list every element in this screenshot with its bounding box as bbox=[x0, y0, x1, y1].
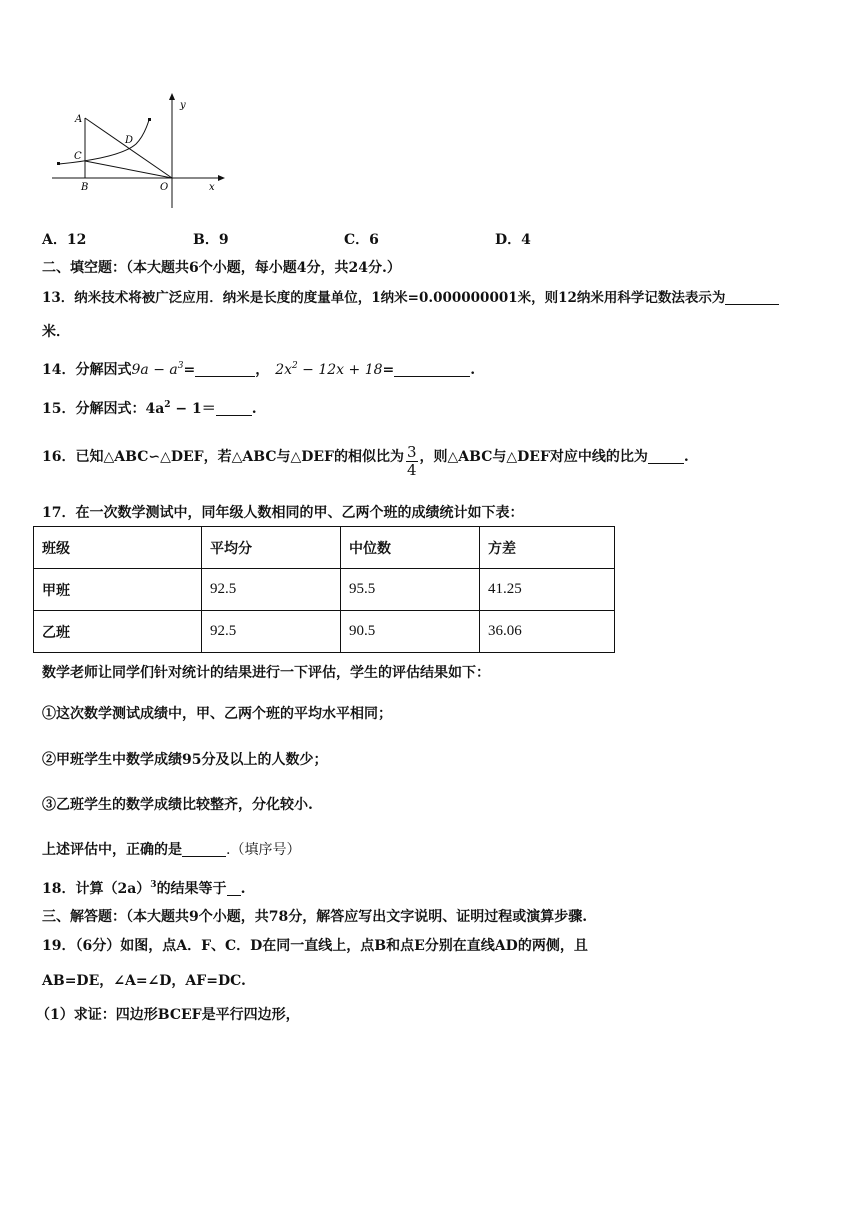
table-cell: 36.06 bbox=[480, 611, 615, 653]
q13-blank bbox=[725, 290, 779, 305]
table-cell: 甲班 bbox=[34, 569, 202, 611]
curve-end-left bbox=[57, 162, 60, 165]
q16-numerator: 3 bbox=[406, 443, 417, 461]
question-15 bbox=[42, 398, 257, 418]
table-cell: 92.5 bbox=[202, 611, 341, 653]
q14-expr1: 9a − a bbox=[131, 362, 178, 378]
table-header-row bbox=[34, 527, 615, 569]
q15-prefix: 15．分解因式：4a bbox=[42, 401, 165, 417]
table-row bbox=[34, 569, 615, 611]
table-cell: 41.25 bbox=[480, 569, 615, 611]
q17-question-end: .（填序号） bbox=[226, 842, 301, 858]
label-c: C bbox=[74, 151, 82, 162]
q17-item-1: ①这次数学测试成绩中，甲、乙两个班的平均水平相同； bbox=[42, 706, 392, 722]
question-18 bbox=[42, 878, 245, 898]
curve bbox=[59, 120, 149, 164]
q18-exp: 3 bbox=[150, 880, 157, 890]
q17-question bbox=[42, 839, 300, 859]
label-a: A bbox=[75, 114, 83, 125]
q13-text: 13．纳米技术将被广泛应用．纳米是长度的度量单位，1纳米=0.000000001米，则12纳米用科学记数法表示为 bbox=[42, 290, 726, 306]
q16-end: . bbox=[683, 449, 689, 465]
q17-item-2: ②甲班学生中数学成绩95分及以上的人数少； bbox=[42, 752, 328, 768]
q18-blank bbox=[227, 881, 241, 896]
q18-end: . bbox=[240, 881, 246, 897]
label-o: O bbox=[160, 182, 169, 193]
section2-heading: 二、填空题：（本大题共6个小题，每小题4分，共24分.） bbox=[42, 260, 401, 276]
question-13 bbox=[42, 286, 779, 306]
label-x: x bbox=[209, 182, 215, 193]
table-header: 方差 bbox=[480, 527, 615, 569]
table-cell: 92.5 bbox=[202, 569, 341, 611]
label-y: y bbox=[180, 100, 186, 111]
stats-table bbox=[33, 526, 615, 653]
q16-fraction bbox=[406, 444, 418, 479]
label-b: B bbox=[81, 182, 89, 193]
q14-end: . bbox=[470, 362, 476, 378]
curve-end-right bbox=[148, 118, 151, 121]
q16-denominator: 4 bbox=[406, 461, 417, 479]
q14-expr2a: 2x bbox=[275, 362, 292, 378]
table-cell: 95.5 bbox=[341, 569, 480, 611]
label-d: D bbox=[125, 135, 134, 146]
q15-end: . bbox=[251, 401, 257, 417]
table-cell: 乙班 bbox=[34, 611, 202, 653]
q14-blank1 bbox=[195, 362, 255, 377]
table-header: 中位数 bbox=[341, 527, 480, 569]
question-14 bbox=[42, 359, 475, 379]
q14-prefix: 14．分解因式 bbox=[42, 362, 132, 378]
q14-blank2 bbox=[394, 362, 470, 377]
q17-question-text: 上述评估中，正确的是 bbox=[42, 842, 182, 858]
question-19-line2: AB=DE，∠A=∠D，AF=DC. bbox=[42, 973, 246, 989]
q14-eq1: = bbox=[183, 362, 196, 378]
x-axis-arrow bbox=[218, 175, 225, 181]
question-19-part1: （1）求证：四边形BCEF是平行四边形， bbox=[36, 1007, 300, 1023]
q16-prefix: 16．已知△ABC∽△DEF，若△ABC与△DEF的相似比为 bbox=[42, 449, 404, 465]
choice-d: D．4 bbox=[495, 232, 531, 248]
choice-c: C．6 bbox=[344, 232, 379, 248]
q14-expr2b: − 12x + 18 bbox=[297, 362, 383, 378]
section3-heading: 三、解答题：（本大题共9个小题，共78分，解答应写出文字说明、证明过程或演算步骤. bbox=[42, 909, 588, 925]
question-17: 17．在一次数学测试中，同年级人数相同的甲、乙两个班的成绩统计如下表： bbox=[42, 505, 524, 521]
q14-sep: ， bbox=[255, 362, 270, 378]
coordinate-figure bbox=[50, 92, 230, 212]
table-header: 班级 bbox=[34, 527, 202, 569]
q18-prefix: 18．计算（2a） bbox=[42, 881, 151, 897]
q16-blank bbox=[648, 449, 684, 464]
q18-suffix: 的结果等于 bbox=[156, 881, 227, 897]
q17-item-3: ③乙班学生的数学成绩比较整齐，分化较小. bbox=[42, 797, 313, 813]
q14-exp1: 3 bbox=[177, 361, 184, 371]
q17-intro: 数学老师让同学们针对统计的结果进行一下评估，学生的评估结果如下： bbox=[42, 665, 490, 681]
table-row bbox=[34, 611, 615, 653]
q17-blank bbox=[182, 842, 226, 857]
q13-end: 米． bbox=[42, 324, 70, 340]
table-cell: 90.5 bbox=[341, 611, 480, 653]
q15-exp: 2 bbox=[164, 400, 171, 410]
y-axis-arrow bbox=[169, 93, 175, 100]
question-19-line1: 19．（6分）如图，点A．F、C．D在同一直线上，点B和点E分别在直线AD的两侧，且 bbox=[42, 938, 588, 954]
table-header: 平均分 bbox=[202, 527, 341, 569]
q16-suffix: ，则△ABC与△DEF对应中线的比为 bbox=[419, 449, 648, 465]
q14-exp2: 2 bbox=[292, 361, 298, 371]
q15-blank bbox=[216, 401, 252, 416]
choice-a: A．12 bbox=[42, 232, 87, 248]
choice-b: B．9 bbox=[193, 232, 229, 248]
question-16 bbox=[42, 444, 689, 479]
q15-mid: − 1＝ bbox=[170, 401, 216, 417]
q14-eq2: = bbox=[382, 362, 395, 378]
